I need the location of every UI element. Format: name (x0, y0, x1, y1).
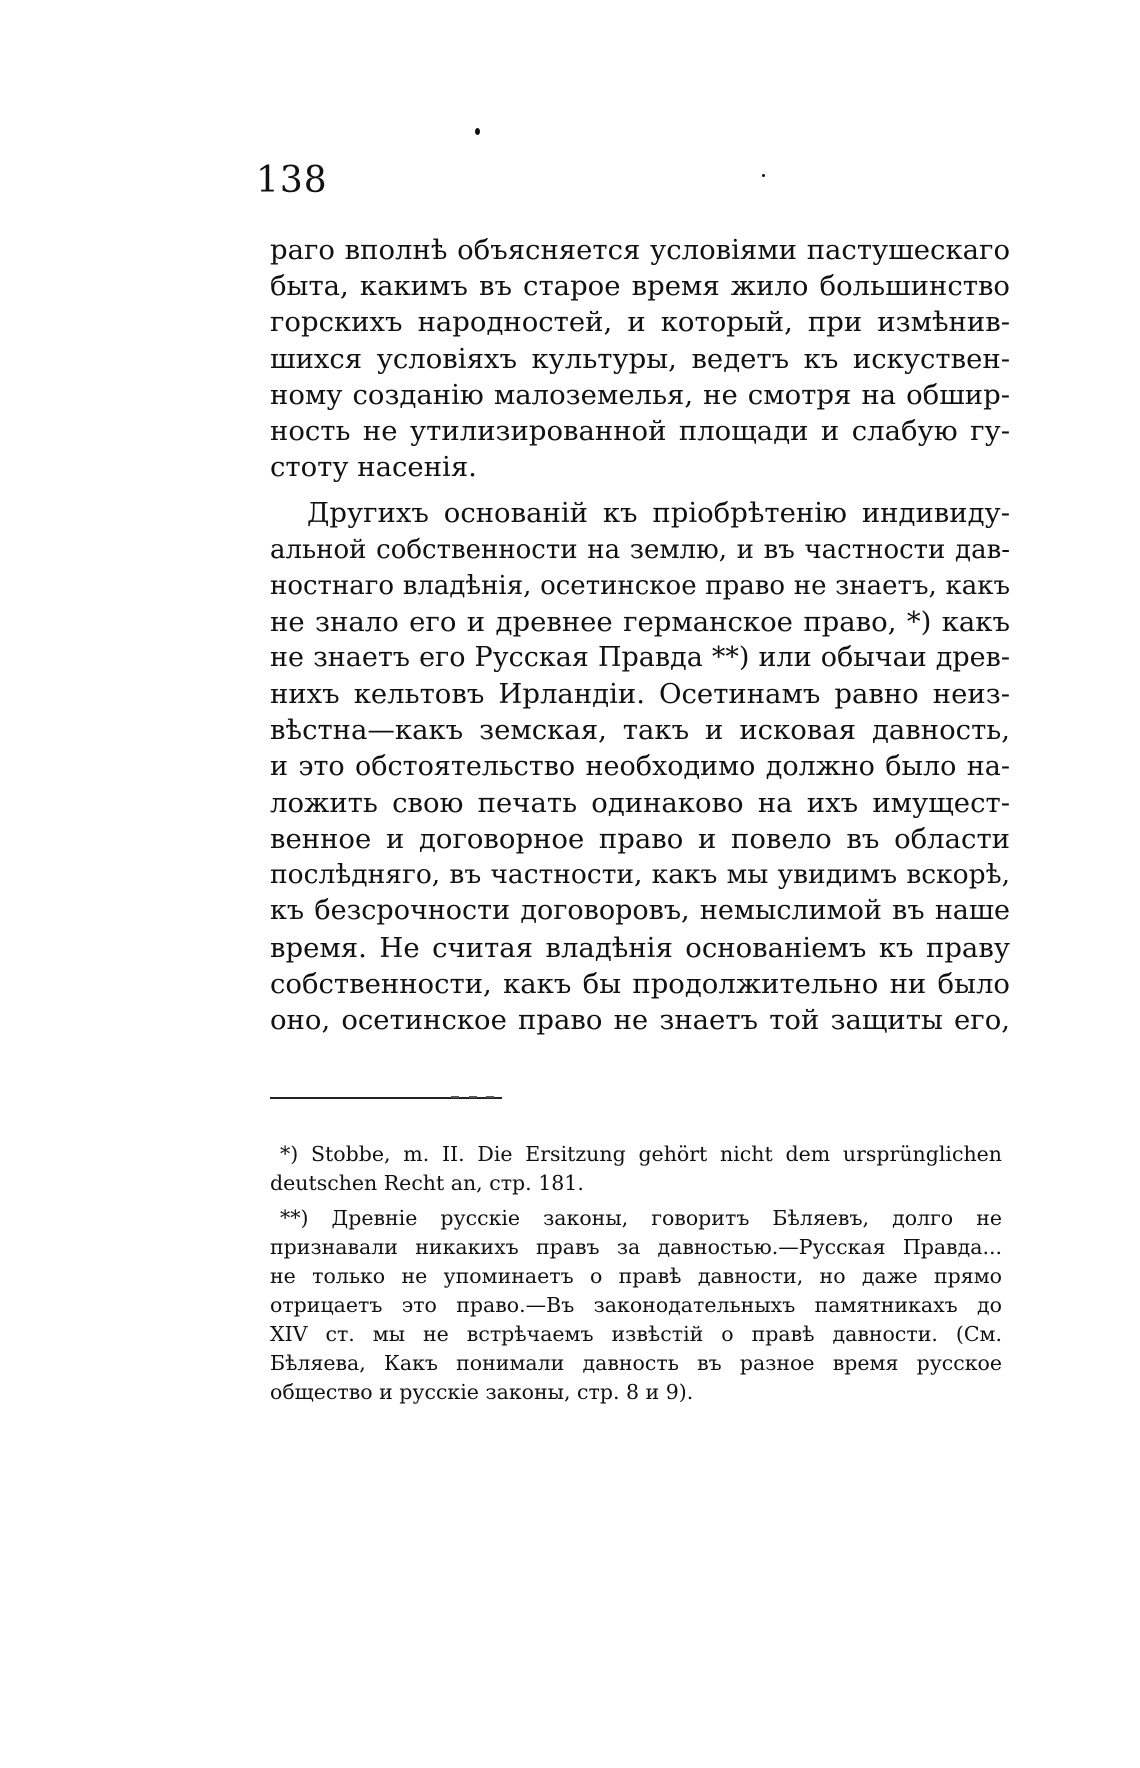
footnote-separator-rule (270, 1097, 502, 1099)
footnote-line: **) Древніе русскіе законы, говоритъ Бѣляевъ, долго не (280, 1206, 1002, 1230)
footnote-line: общество и русскіе законы, стр. 8 и 9). (270, 1380, 694, 1404)
text-line: нихъ кельтовъ Ирландіи. Осетинамъ равно неиз- (270, 678, 1010, 711)
text-line: не знаетъ его Русская Правда **) или обычаи древ- (270, 642, 1010, 674)
text-line: послѣдняго, въ частности, какъ мы увидимъ вскорѣ, (270, 859, 1010, 891)
footnote-line: Бѣляева, Какъ понимали давность въ разное время русское (270, 1351, 1002, 1375)
footnote-line: не только не упоминаетъ о правѣ давности, но даже прямо (270, 1264, 1002, 1288)
text-line: венное и договорное право и повело въ области (270, 823, 1010, 855)
text-line: къ безсрочности договоровъ, немыслимой въ наше (270, 895, 1010, 927)
footnote-line: deutschen Recht an, стр. 181. (270, 1171, 584, 1195)
footnote-separator-dash (486, 1096, 494, 1098)
text-line: шихся условіяхъ культуры, ведетъ къ искуствен- (270, 342, 1010, 375)
text-line: собственности, какъ бы продолжительно ни было (270, 967, 1010, 1000)
footnote-separator-dash (469, 1096, 477, 1098)
footnotes (270, 1140, 1002, 1407)
text-line: не знало его и древнее германское право, *) какъ (270, 605, 1010, 638)
footnote-line: XIV ст. мы не встрѣчаемъ извѣстій о правѣ давности. (См. (270, 1322, 1002, 1346)
text-line: Другихъ основаній къ пріобрѣтенію индивиду- (307, 497, 1010, 530)
text-line: вѣстна—какъ земская, такъ и исковая давность, (270, 714, 1010, 747)
paragraph-2 (270, 495, 1010, 1038)
paragraph-1 (270, 232, 1010, 485)
footnote-2 (270, 1204, 1002, 1407)
footnote-line: отрицаетъ это право.—Въ законодательныхъ памятникахъ до (270, 1293, 1002, 1317)
text-line: быта, какимъ въ старое время жило большинство (270, 270, 1010, 303)
footnote-separator-dash (451, 1096, 459, 1098)
scan-speck (475, 128, 480, 135)
text-line: оно, осетинское право не знаетъ той защиты его, (270, 1003, 1010, 1036)
text-line: горскихъ народностей, и который, при измѣнив- (270, 306, 1010, 339)
text-line: альной собственности на землю, и въ частности дав- (270, 534, 1010, 565)
text-line: ность не утилизированной площади и слабую гу- (270, 414, 1010, 447)
footnote-line: *) Stobbe, m. II. Die Ersitzung gehört nicht dem ursprünglichen (280, 1142, 1002, 1166)
scan-speck (762, 174, 765, 177)
text-line: раго вполнѣ объясняется условіями пастушескаго (270, 234, 1010, 266)
text-line: ложить свою печать одинаково на ихъ имущест- (270, 786, 1010, 819)
text-line: и это обстоятельство необходимо должно было на- (270, 750, 1010, 782)
text-line: стоту насенія. (270, 451, 477, 484)
text-line: ному созданію малоземелья, не смотря на обшир- (270, 378, 1010, 411)
footnote-1 (270, 1140, 1002, 1198)
text-line: время. Не считая владѣнія основаніемъ къ праву (270, 931, 1010, 964)
footnote-line: признавали никакихъ правъ за давностью.—Русская Правда... (270, 1235, 1002, 1259)
page-number: 138 (256, 160, 328, 201)
text-line: ностнаго владѣнія, осетинское право не знаетъ, какъ (270, 570, 1010, 601)
main-text (270, 232, 1010, 1038)
